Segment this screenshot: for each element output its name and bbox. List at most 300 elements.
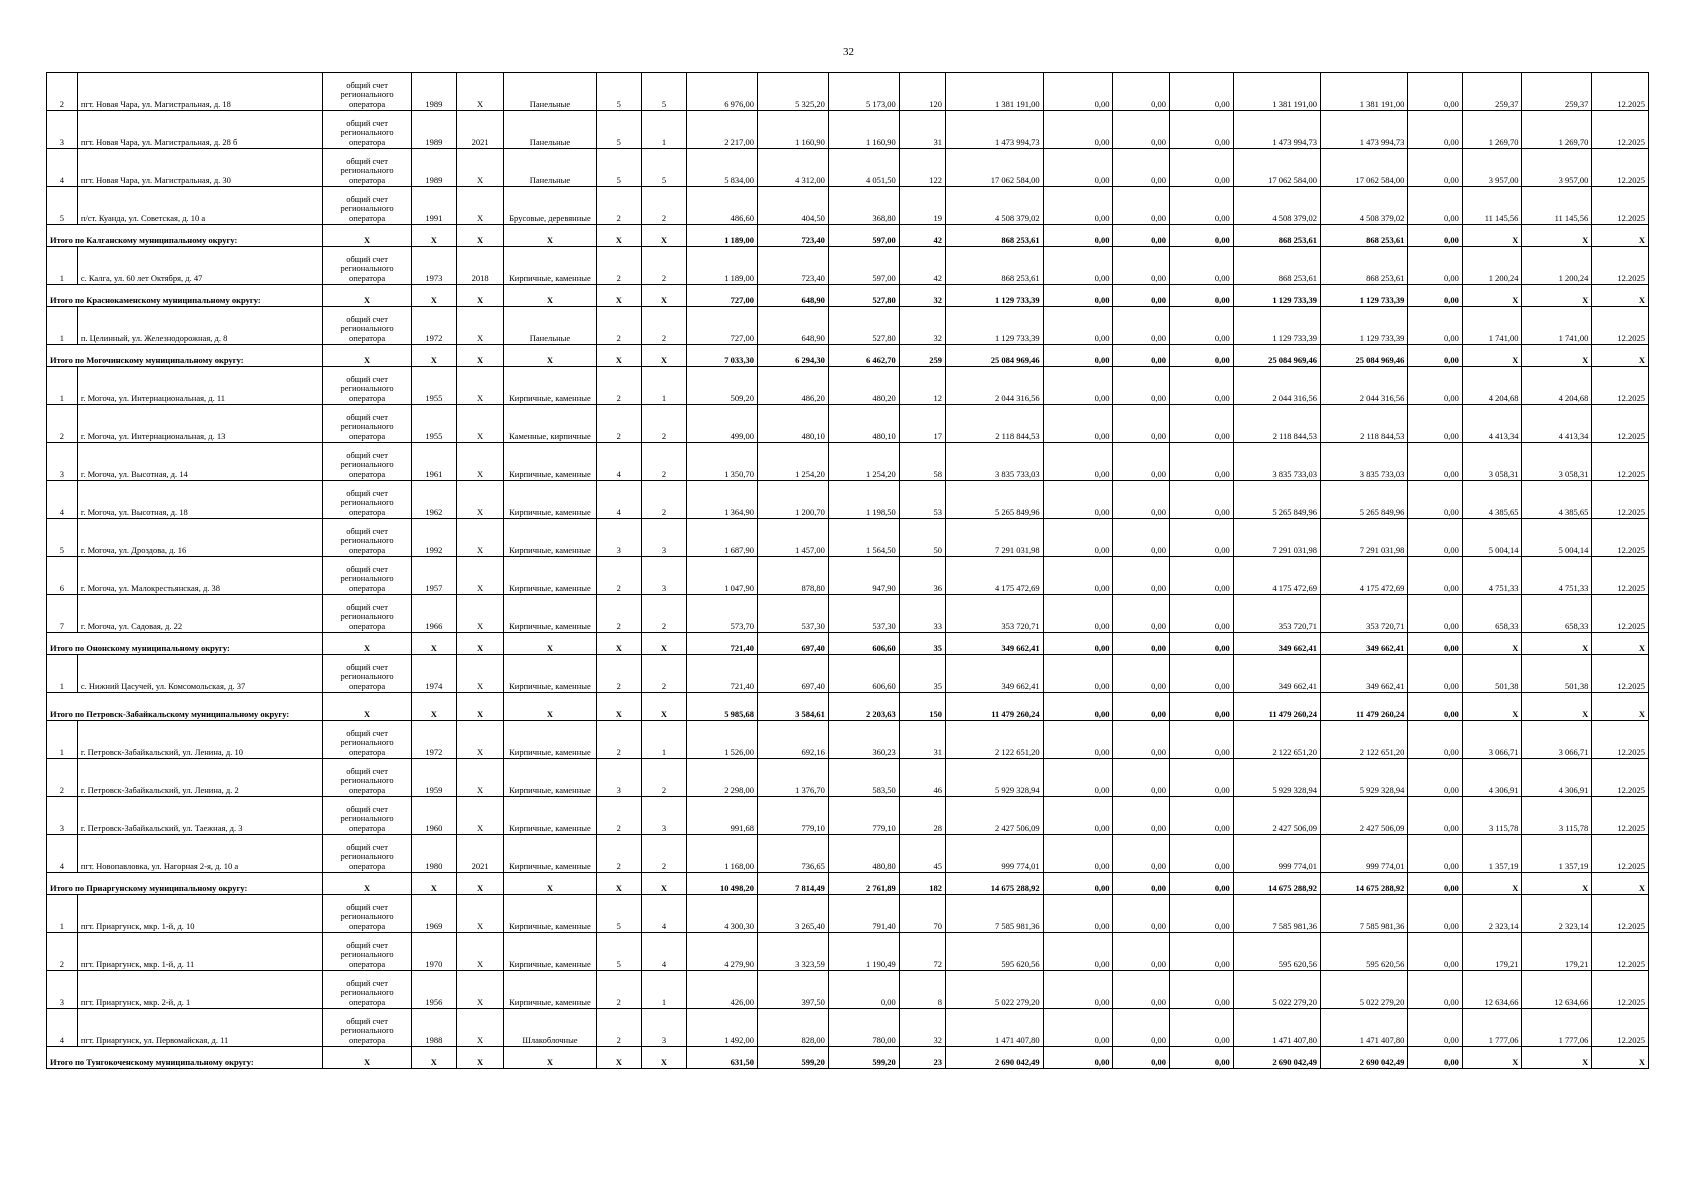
cell-fund-federal: 0,00 <box>1043 1047 1113 1069</box>
cell-fund-local: 0,00 <box>1170 933 1234 971</box>
cell-area-premises: 4 312,00 <box>757 149 828 187</box>
cell-fund-federal: 0,00 <box>1043 895 1113 933</box>
cell-entrances: 2 <box>641 481 686 519</box>
cell-area-total: 5 834,00 <box>687 149 758 187</box>
cell-year-commissioned: 2021 <box>456 111 503 149</box>
cell-wall-material: Кирпичные, каменные <box>504 971 596 1009</box>
cell-cost-total: 2 427 506,09 <box>946 797 1044 835</box>
cell-residents: 35 <box>899 655 945 693</box>
cell-year-built: 1992 <box>411 519 456 557</box>
subtotal-row <box>47 285 1649 307</box>
cell-unit-cost: 4 751,33 <box>1462 557 1522 595</box>
cell-wall-material: Кирпичные, каменные <box>504 655 596 693</box>
cell-fund-owners-account: 1 381 191,00 <box>1321 73 1408 111</box>
cell-fund-owners-account: 25 084 969,46 <box>1321 345 1408 367</box>
cell-area-total: 2 217,00 <box>687 111 758 149</box>
cell-x-mark: X <box>596 873 641 895</box>
cell-fund-federal: 0,00 <box>1043 693 1113 721</box>
cell-row-number: 4 <box>47 835 78 873</box>
cell-row-number: 1 <box>47 307 78 345</box>
cell-fund-other: 0,00 <box>1408 1009 1462 1047</box>
cell-area-premises: 404,50 <box>757 187 828 225</box>
cell-fund-owners-account: 349 662,41 <box>1321 655 1408 693</box>
cell-wall-material: Кирпичные, каменные <box>504 557 596 595</box>
cell-x-mark: X <box>323 345 411 367</box>
cell-area-residential: 1 198,50 <box>828 481 899 519</box>
cell-fund-other: 0,00 <box>1408 519 1462 557</box>
cell-unit-cost-max: 2 323,14 <box>1522 895 1592 933</box>
cell-fund-owners-account: 2 118 844,53 <box>1321 405 1408 443</box>
cell-deadline: 12.2025 <box>1592 405 1649 443</box>
cell-x-mark: X <box>456 693 503 721</box>
cell-year-commissioned: X <box>456 933 503 971</box>
cell-subtotal-label: Итого по Ононскому муниципальному округу: <box>47 633 323 655</box>
cell-account-type: общий счет регионального оператора <box>323 797 411 835</box>
cell-residents: 120 <box>899 73 945 111</box>
cell-residents: 32 <box>899 307 945 345</box>
cell-unit-cost-max: 11 145,56 <box>1522 187 1592 225</box>
cell-unit-cost: 259,37 <box>1462 73 1522 111</box>
cell-fund-other: 0,00 <box>1408 247 1462 285</box>
cell-fund-owners-account: 7 291 031,98 <box>1321 519 1408 557</box>
cell-fund-local: 0,00 <box>1170 307 1234 345</box>
cell-fund-local: 0,00 <box>1170 247 1234 285</box>
cell-address: г. Могоча, ул. Высотная, д. 18 <box>77 481 323 519</box>
cell-fund-regional: 0,00 <box>1113 1047 1170 1069</box>
cell-x-mark: X <box>596 345 641 367</box>
cell-fund-owners-account: 5 022 279,20 <box>1321 971 1408 1009</box>
cell-x-mark: X <box>1462 873 1522 895</box>
cell-year-commissioned: X <box>456 443 503 481</box>
cell-cost-total: 5 929 328,94 <box>946 759 1044 797</box>
cell-x-mark: X <box>456 285 503 307</box>
cell-x-mark: X <box>456 873 503 895</box>
cell-fund-local: 0,00 <box>1170 149 1234 187</box>
cell-address: пгт. Приаргунск, мкр. 2-й, д. 1 <box>77 971 323 1009</box>
cell-year-commissioned: X <box>456 655 503 693</box>
table-row <box>47 111 1649 149</box>
cell-year-commissioned: X <box>456 721 503 759</box>
cell-fund-local: 0,00 <box>1170 633 1234 655</box>
cell-area-total: 6 976,00 <box>687 73 758 111</box>
cell-year-built: 1989 <box>411 149 456 187</box>
cell-fund-local: 0,00 <box>1170 835 1234 873</box>
cell-row-number: 2 <box>47 405 78 443</box>
cell-fund-owners: 595 620,56 <box>1233 933 1320 971</box>
cell-fund-owners-account: 2 427 506,09 <box>1321 797 1408 835</box>
cell-area-residential: 1 564,50 <box>828 519 899 557</box>
cell-fund-local: 0,00 <box>1170 797 1234 835</box>
cell-unit-cost: 3 066,71 <box>1462 721 1522 759</box>
cell-wall-material: Кирпичные, каменные <box>504 759 596 797</box>
table-row <box>47 557 1649 595</box>
cell-fund-owners: 11 479 260,24 <box>1233 693 1320 721</box>
subtotal-row <box>47 225 1649 247</box>
cell-deadline: 12.2025 <box>1592 655 1649 693</box>
cell-unit-cost-max: 259,37 <box>1522 73 1592 111</box>
cell-wall-material: Кирпичные, каменные <box>504 367 596 405</box>
cell-fund-local: 0,00 <box>1170 895 1234 933</box>
cell-fund-regional: 0,00 <box>1113 933 1170 971</box>
cell-wall-material: Кирпичные, каменные <box>504 595 596 633</box>
cell-fund-owners: 2 118 844,53 <box>1233 405 1320 443</box>
cell-fund-owners-account: 1 471 407,80 <box>1321 1009 1408 1047</box>
cell-fund-other: 0,00 <box>1408 797 1462 835</box>
cell-row-number: 4 <box>47 1009 78 1047</box>
cell-x-mark: X <box>1522 1047 1592 1069</box>
cell-area-total: 4 279,90 <box>687 933 758 971</box>
cell-area-premises: 878,80 <box>757 557 828 595</box>
cell-unit-cost-max: 3 957,00 <box>1522 149 1592 187</box>
cell-account-type: общий счет регионального оператора <box>323 443 411 481</box>
cell-account-type: общий счет регионального оператора <box>323 933 411 971</box>
cell-area-total: 1 189,00 <box>687 247 758 285</box>
cell-x-mark: X <box>323 1047 411 1069</box>
cell-wall-material: Панельные <box>504 111 596 149</box>
cell-unit-cost-max: 501,38 <box>1522 655 1592 693</box>
cell-row-number: 7 <box>47 595 78 633</box>
table-row <box>47 895 1649 933</box>
cell-area-total: 1 189,00 <box>687 225 758 247</box>
cell-address: п/ст. Куанда, ул. Советская, д. 10 а <box>77 187 323 225</box>
cell-area-premises: 723,40 <box>757 247 828 285</box>
cell-area-residential: 4 051,50 <box>828 149 899 187</box>
cell-area-residential: 6 462,70 <box>828 345 899 367</box>
cell-fund-owners-account: 4 508 379,02 <box>1321 187 1408 225</box>
cell-floors: 5 <box>596 933 641 971</box>
cell-wall-material: Кирпичные, каменные <box>504 895 596 933</box>
cell-cost-total: 595 620,56 <box>946 933 1044 971</box>
cell-wall-material: Панельные <box>504 73 596 111</box>
cell-row-number: 4 <box>47 149 78 187</box>
cell-floors: 2 <box>596 595 641 633</box>
cell-unit-cost: 4 204,68 <box>1462 367 1522 405</box>
cell-area-premises: 1 457,00 <box>757 519 828 557</box>
cell-unit-cost: 2 323,14 <box>1462 895 1522 933</box>
cell-fund-regional: 0,00 <box>1113 149 1170 187</box>
cell-x-mark: X <box>1522 225 1592 247</box>
cell-area-premises: 6 294,30 <box>757 345 828 367</box>
cell-year-built: 1972 <box>411 307 456 345</box>
cell-entrances: 4 <box>641 933 686 971</box>
cell-row-number: 4 <box>47 481 78 519</box>
cell-unit-cost-max: 1 357,19 <box>1522 835 1592 873</box>
cell-fund-local: 0,00 <box>1170 443 1234 481</box>
cell-cost-total: 7 585 981,36 <box>946 895 1044 933</box>
cell-account-type: общий счет регионального оператора <box>323 519 411 557</box>
cell-area-total: 1 526,00 <box>687 721 758 759</box>
cell-fund-other: 0,00 <box>1408 345 1462 367</box>
cell-address: пгт. Приаргунск, мкр. 1-й, д. 10 <box>77 895 323 933</box>
cell-cost-total: 3 835 733,03 <box>946 443 1044 481</box>
cell-entrances: 3 <box>641 797 686 835</box>
cell-area-total: 509,20 <box>687 367 758 405</box>
cell-fund-regional: 0,00 <box>1113 443 1170 481</box>
cell-fund-regional: 0,00 <box>1113 481 1170 519</box>
cell-fund-other: 0,00 <box>1408 367 1462 405</box>
cell-cost-total: 1 129 733,39 <box>946 285 1044 307</box>
cell-entrances: 1 <box>641 111 686 149</box>
cell-entrances: 2 <box>641 405 686 443</box>
cell-cost-total: 17 062 584,00 <box>946 149 1044 187</box>
cell-x-mark: X <box>1462 693 1522 721</box>
cell-fund-owners-account: 1 473 994,73 <box>1321 111 1408 149</box>
cell-x-mark: X <box>504 225 596 247</box>
table-row <box>47 797 1649 835</box>
cell-fund-other: 0,00 <box>1408 933 1462 971</box>
cell-area-premises: 3 584,61 <box>757 693 828 721</box>
cell-fund-owners-account: 14 675 288,92 <box>1321 873 1408 895</box>
cell-unit-cost-max: 12 634,66 <box>1522 971 1592 1009</box>
cell-fund-federal: 0,00 <box>1043 149 1113 187</box>
cell-cost-total: 2 044 316,56 <box>946 367 1044 405</box>
cell-fund-federal: 0,00 <box>1043 225 1113 247</box>
cell-cost-total: 4 508 379,02 <box>946 187 1044 225</box>
cell-unit-cost-max: 1 269,70 <box>1522 111 1592 149</box>
cell-fund-owners-account: 1 129 733,39 <box>1321 285 1408 307</box>
cell-deadline: 12.2025 <box>1592 835 1649 873</box>
cell-area-premises: 723,40 <box>757 225 828 247</box>
cell-entrances: 2 <box>641 595 686 633</box>
cell-floors: 2 <box>596 721 641 759</box>
cell-residents: 35 <box>899 633 945 655</box>
cell-fund-owners: 25 084 969,46 <box>1233 345 1320 367</box>
cell-cost-total: 1 473 994,73 <box>946 111 1044 149</box>
cell-x-mark: X <box>456 225 503 247</box>
cell-x-mark: X <box>1592 1047 1649 1069</box>
cell-area-premises: 1 254,20 <box>757 443 828 481</box>
table-row <box>47 247 1649 285</box>
cell-row-number: 6 <box>47 557 78 595</box>
cell-residents: 150 <box>899 693 945 721</box>
table-row <box>47 149 1649 187</box>
cell-account-type: общий счет регионального оператора <box>323 111 411 149</box>
cell-fund-federal: 0,00 <box>1043 443 1113 481</box>
cell-year-built: 1980 <box>411 835 456 873</box>
cell-area-premises: 480,10 <box>757 405 828 443</box>
cell-area-residential: 2 761,89 <box>828 873 899 895</box>
cell-subtotal-label: Итого по Краснокаменскому муниципальному округу: <box>47 285 323 307</box>
cell-year-built: 1966 <box>411 595 456 633</box>
cell-fund-owners: 2 690 042,49 <box>1233 1047 1320 1069</box>
cell-floors: 5 <box>596 111 641 149</box>
cell-area-total: 1 047,90 <box>687 557 758 595</box>
cell-fund-owners: 868 253,61 <box>1233 247 1320 285</box>
cell-x-mark: X <box>504 873 596 895</box>
cell-row-number: 3 <box>47 797 78 835</box>
cell-year-commissioned: X <box>456 759 503 797</box>
cell-x-mark: X <box>1462 345 1522 367</box>
cell-year-built: 1989 <box>411 111 456 149</box>
cell-cost-total: 2 690 042,49 <box>946 1047 1044 1069</box>
cell-wall-material: Брусовые, деревянные <box>504 187 596 225</box>
cell-x-mark: X <box>596 285 641 307</box>
cell-address: г. Могоча, ул. Малокрестьянская, д. 38 <box>77 557 323 595</box>
cell-x-mark: X <box>323 225 411 247</box>
cell-fund-local: 0,00 <box>1170 111 1234 149</box>
cell-fund-owners-account: 868 253,61 <box>1321 225 1408 247</box>
cell-cost-total: 4 175 472,69 <box>946 557 1044 595</box>
cell-fund-owners: 349 662,41 <box>1233 655 1320 693</box>
cell-cost-total: 5 265 849,96 <box>946 481 1044 519</box>
cell-x-mark: X <box>641 285 686 307</box>
cell-account-type: общий счет регионального оператора <box>323 367 411 405</box>
cell-fund-federal: 0,00 <box>1043 307 1113 345</box>
cell-subtotal-label: Итого по Петровск-Забайкальскому муниципальному округу: <box>47 693 323 721</box>
cell-floors: 2 <box>596 835 641 873</box>
cell-fund-regional: 0,00 <box>1113 111 1170 149</box>
cell-fund-federal: 0,00 <box>1043 367 1113 405</box>
cell-residents: 53 <box>899 481 945 519</box>
cell-area-premises: 3 323,59 <box>757 933 828 971</box>
cell-fund-regional: 0,00 <box>1113 655 1170 693</box>
cell-area-premises: 3 265,40 <box>757 895 828 933</box>
cell-cost-total: 1 129 733,39 <box>946 307 1044 345</box>
cell-row-number: 1 <box>47 895 78 933</box>
cell-unit-cost-max: 1 200,24 <box>1522 247 1592 285</box>
cell-deadline: 12.2025 <box>1592 481 1649 519</box>
cell-fund-other: 0,00 <box>1408 285 1462 307</box>
cell-floors: 2 <box>596 405 641 443</box>
cell-fund-owners-account: 3 835 733,03 <box>1321 443 1408 481</box>
cell-x-mark: X <box>1522 345 1592 367</box>
cell-area-residential: 1 160,90 <box>828 111 899 149</box>
cell-year-built: 1957 <box>411 557 456 595</box>
cell-year-commissioned: X <box>456 367 503 405</box>
cell-account-type: общий счет регионального оператора <box>323 481 411 519</box>
cell-account-type: общий счет регионального оператора <box>323 307 411 345</box>
cell-fund-regional: 0,00 <box>1113 345 1170 367</box>
cell-row-number: 2 <box>47 933 78 971</box>
cell-unit-cost: 1 741,00 <box>1462 307 1522 345</box>
cell-fund-other: 0,00 <box>1408 481 1462 519</box>
table-row <box>47 481 1649 519</box>
repair-program-table <box>46 72 1649 1069</box>
cell-subtotal-label: Итого по Калганскому муниципальному округу: <box>47 225 323 247</box>
cell-area-total: 1 168,00 <box>687 835 758 873</box>
cell-area-residential: 368,80 <box>828 187 899 225</box>
cell-fund-other: 0,00 <box>1408 149 1462 187</box>
cell-residents: 46 <box>899 759 945 797</box>
cell-x-mark: X <box>641 873 686 895</box>
cell-account-type: общий счет регионального оператора <box>323 149 411 187</box>
cell-fund-other: 0,00 <box>1408 895 1462 933</box>
cell-fund-owners: 14 675 288,92 <box>1233 873 1320 895</box>
cell-year-built: 1955 <box>411 367 456 405</box>
cell-address: г. Петровск-Забайкальский, ул. Таежная, д. 3 <box>77 797 323 835</box>
cell-floors: 2 <box>596 655 641 693</box>
cell-floors: 3 <box>596 759 641 797</box>
cell-fund-regional: 0,00 <box>1113 633 1170 655</box>
cell-fund-federal: 0,00 <box>1043 595 1113 633</box>
cell-address: пгт. Приаргунск, мкр. 1-й, д. 11 <box>77 933 323 971</box>
cell-subtotal-label: Итого по Приаргунскому муниципальному округу: <box>47 873 323 895</box>
cell-address: г. Могоча, ул. Высотная, д. 14 <box>77 443 323 481</box>
cell-entrances: 1 <box>641 971 686 1009</box>
cell-entrances: 2 <box>641 187 686 225</box>
cell-x-mark: X <box>504 1047 596 1069</box>
cell-fund-other: 0,00 <box>1408 111 1462 149</box>
cell-area-residential: 527,80 <box>828 307 899 345</box>
cell-unit-cost-max: 179,21 <box>1522 933 1592 971</box>
cell-deadline: 12.2025 <box>1592 187 1649 225</box>
cell-unit-cost-max: 1 741,00 <box>1522 307 1592 345</box>
cell-wall-material: Панельные <box>504 149 596 187</box>
cell-deadline: 12.2025 <box>1592 111 1649 149</box>
cell-year-built: 1960 <box>411 797 456 835</box>
cell-floors: 2 <box>596 557 641 595</box>
cell-fund-other: 0,00 <box>1408 633 1462 655</box>
cell-fund-federal: 0,00 <box>1043 557 1113 595</box>
cell-residents: 182 <box>899 873 945 895</box>
cell-x-mark: X <box>641 225 686 247</box>
table-row <box>47 405 1649 443</box>
cell-fund-federal: 0,00 <box>1043 1009 1113 1047</box>
cell-fund-regional: 0,00 <box>1113 595 1170 633</box>
cell-entrances: 2 <box>641 247 686 285</box>
cell-unit-cost: 1 200,24 <box>1462 247 1522 285</box>
cell-area-residential: 606,60 <box>828 655 899 693</box>
cell-area-total: 10 498,20 <box>687 873 758 895</box>
cell-fund-federal: 0,00 <box>1043 345 1113 367</box>
cell-account-type: общий счет регионального оператора <box>323 971 411 1009</box>
cell-fund-owners-account: 2 122 651,20 <box>1321 721 1408 759</box>
cell-fund-owners: 999 774,01 <box>1233 835 1320 873</box>
cell-unit-cost: 1 777,06 <box>1462 1009 1522 1047</box>
cell-fund-federal: 0,00 <box>1043 633 1113 655</box>
cell-residents: 19 <box>899 187 945 225</box>
cell-fund-regional: 0,00 <box>1113 307 1170 345</box>
cell-fund-federal: 0,00 <box>1043 933 1113 971</box>
cell-x-mark: X <box>323 633 411 655</box>
cell-entrances: 1 <box>641 721 686 759</box>
cell-account-type: общий счет регионального оператора <box>323 247 411 285</box>
cell-x-mark: X <box>1522 285 1592 307</box>
cell-deadline: 12.2025 <box>1592 759 1649 797</box>
cell-address: пгт. Новая Чара, ул. Магистральная, д. 30 <box>77 149 323 187</box>
cell-area-residential: 597,00 <box>828 247 899 285</box>
cell-fund-owners: 5 265 849,96 <box>1233 481 1320 519</box>
cell-area-total: 1 687,90 <box>687 519 758 557</box>
cell-account-type: общий счет регионального оператора <box>323 1009 411 1047</box>
cell-deadline: 12.2025 <box>1592 519 1649 557</box>
cell-year-commissioned: X <box>456 405 503 443</box>
cell-unit-cost: 5 004,14 <box>1462 519 1522 557</box>
cell-deadline: 12.2025 <box>1592 721 1649 759</box>
cell-address: с. Калга, ул. 60 лет Октября, д. 47 <box>77 247 323 285</box>
cell-entrances: 5 <box>641 73 686 111</box>
cell-fund-owners: 7 291 031,98 <box>1233 519 1320 557</box>
cell-fund-federal: 0,00 <box>1043 405 1113 443</box>
cell-x-mark: X <box>504 693 596 721</box>
table-body <box>47 73 1649 1069</box>
cell-floors: 4 <box>596 481 641 519</box>
cell-row-number: 1 <box>47 367 78 405</box>
cell-x-mark: X <box>1592 693 1649 721</box>
cell-residents: 17 <box>899 405 945 443</box>
cell-year-commissioned: X <box>456 797 503 835</box>
cell-residents: 122 <box>899 149 945 187</box>
cell-area-premises: 736,65 <box>757 835 828 873</box>
table-row <box>47 1009 1649 1047</box>
cell-fund-owners: 1 473 994,73 <box>1233 111 1320 149</box>
cell-unit-cost: 4 306,91 <box>1462 759 1522 797</box>
cell-fund-regional: 0,00 <box>1113 225 1170 247</box>
cell-unit-cost-max: 4 306,91 <box>1522 759 1592 797</box>
cell-fund-federal: 0,00 <box>1043 285 1113 307</box>
cell-unit-cost-max: 4 751,33 <box>1522 557 1592 595</box>
cell-unit-cost: 4 385,65 <box>1462 481 1522 519</box>
